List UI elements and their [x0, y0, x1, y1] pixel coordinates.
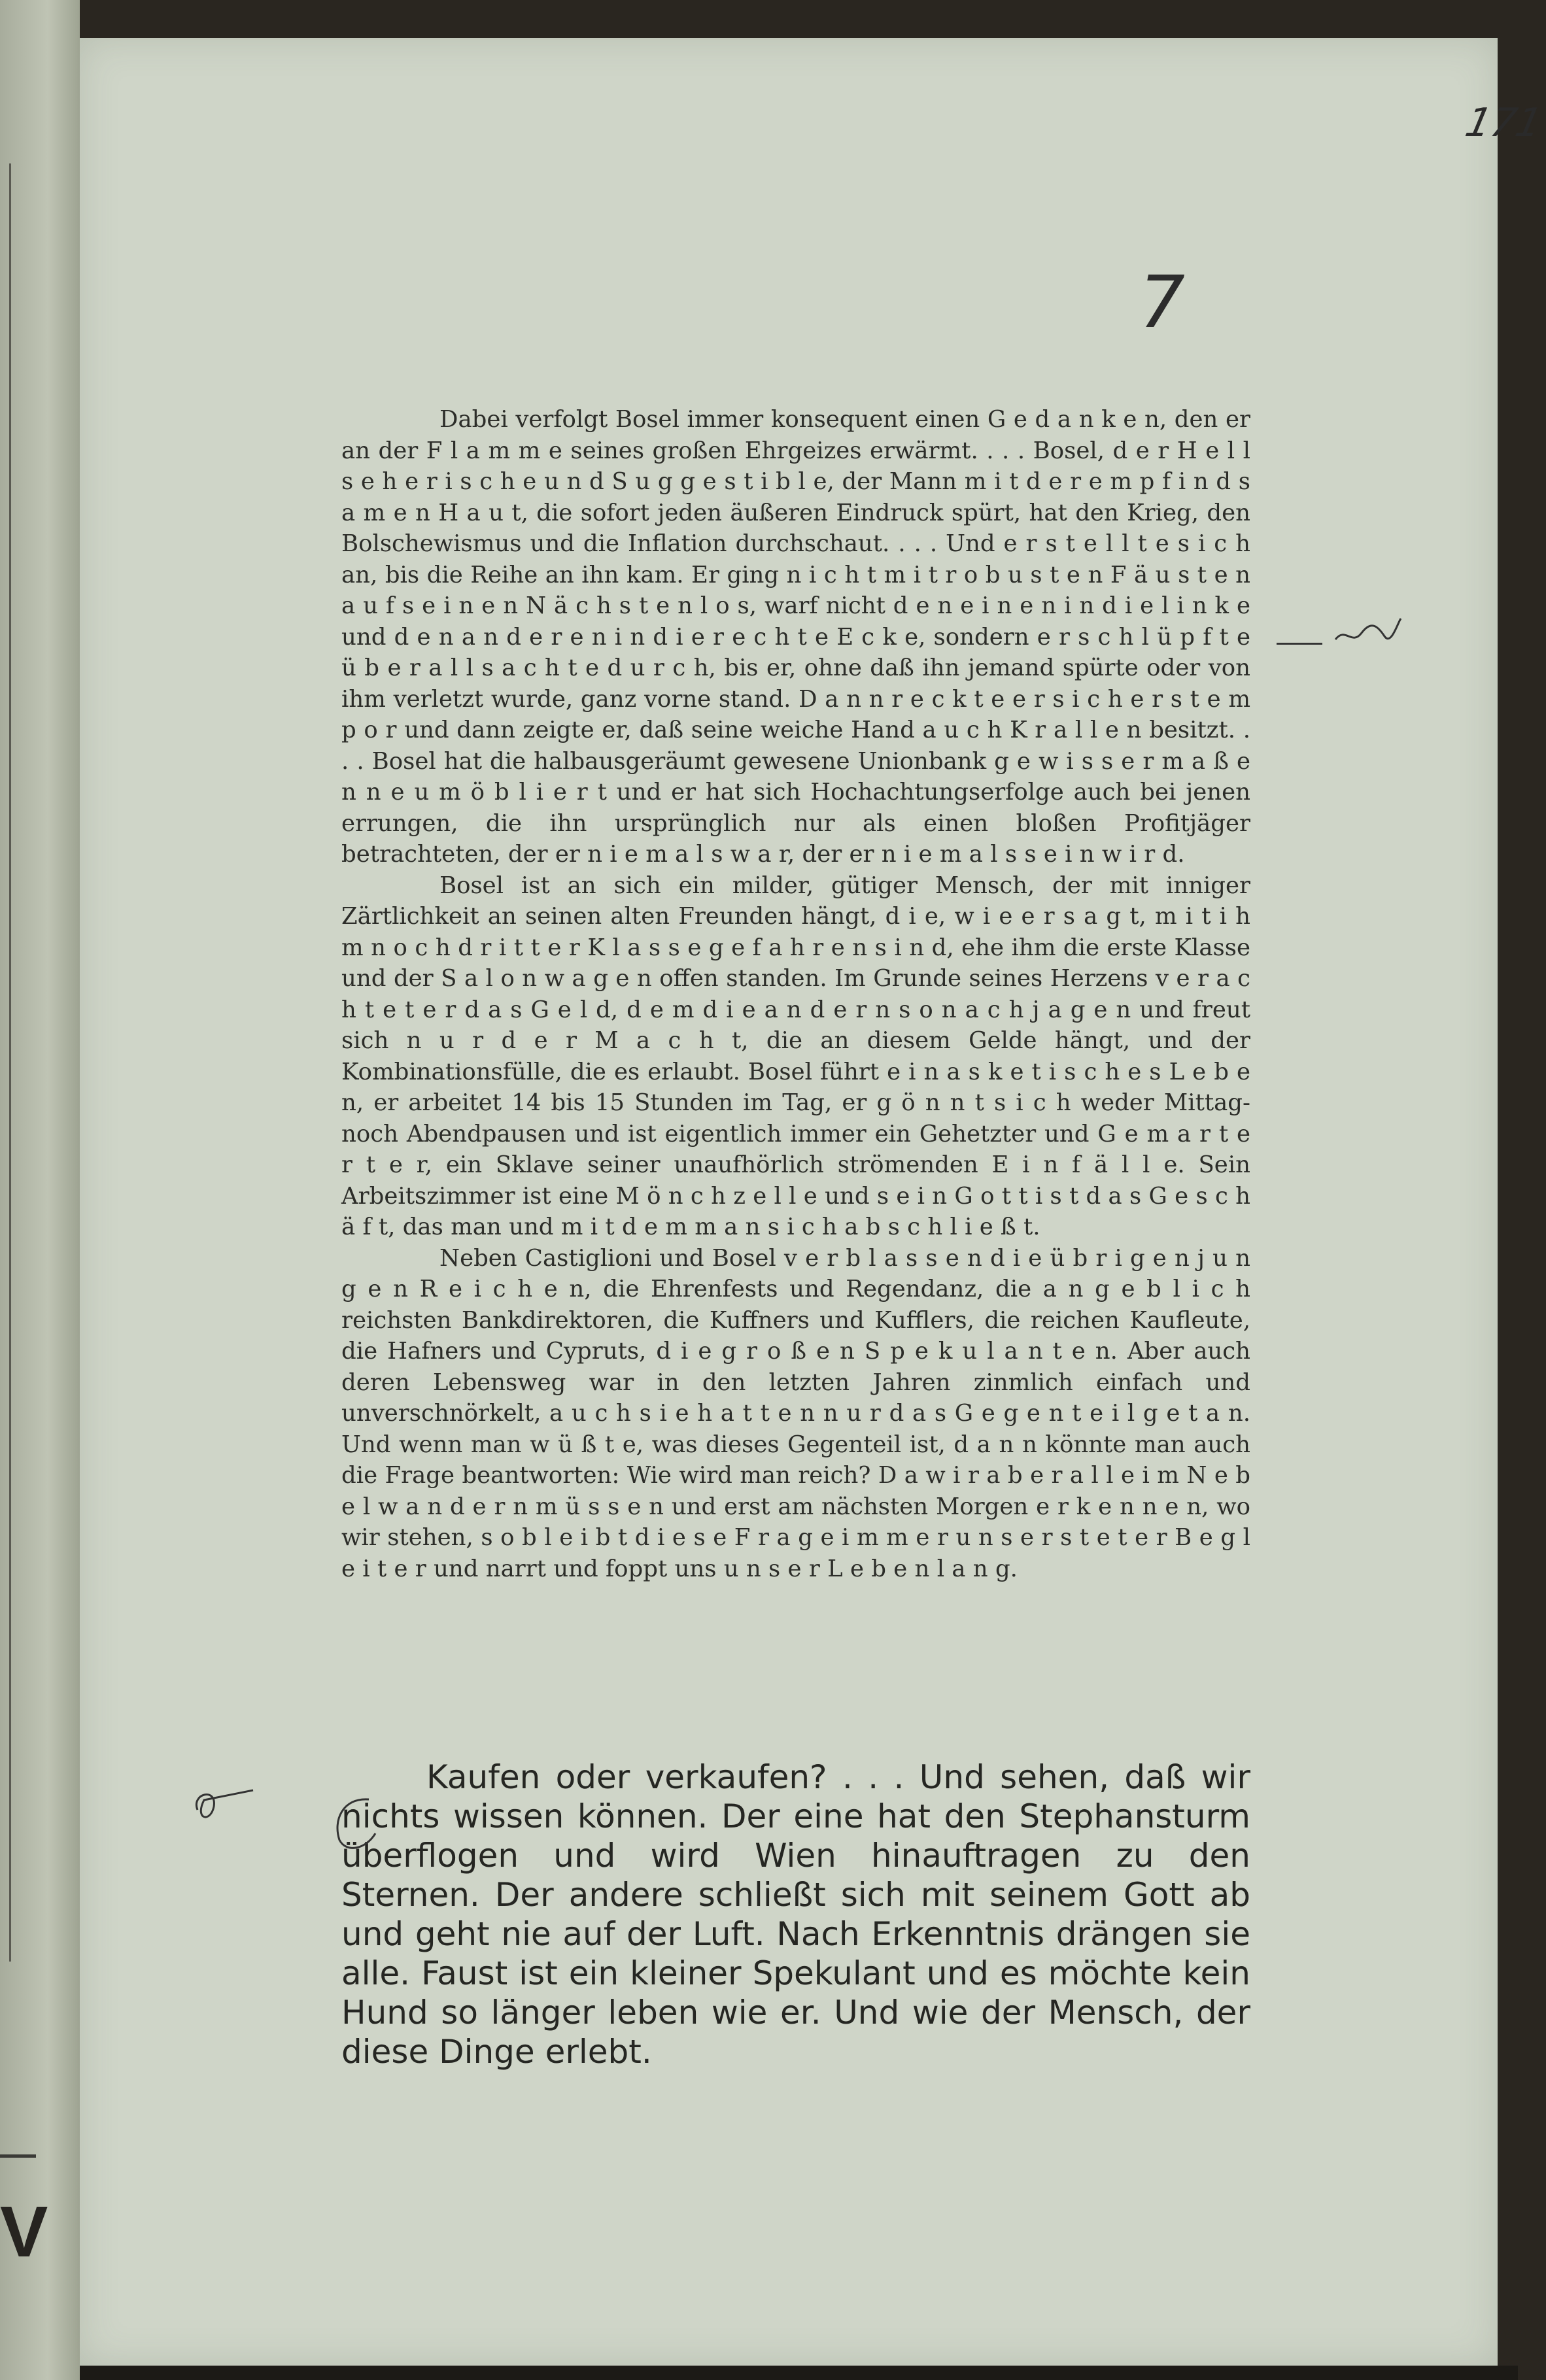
adjacent-page-edge: [0, 0, 80, 2380]
adjacent-page-horizontal-rule: [0, 2154, 36, 2158]
paragraph: Neben Castiglioni und Bosel v e r b l a s s e n d i e ü b r i g e n j u n g e n R e i c h e n, die Ehrenfests und Regendanz, die a n g e b l i c h reichsten Bankdirektoren, die Kuffners und Kufflers, die reichen Kaufleute, die Hafners und Cypruts, d i e g r o ß e n S p e k u l a n t e n. Aber auch deren Lebensweg war in den letzten Jahren zinmlich einfach und unverschnörkelt, a u c h s i e h a t t e n n u r d a s G e g e n t e i l g e t a n. Und wenn man w ü ß t e, was dieses Gegenteil ist, d a n n könnte man auch die Frage beantworten: Wie wird man reich? D a w i r a b e r a l l e i m N e b e l w a n d e r n m ü s s e n und erst am nächsten Morgen e r k e n n e n, wo wir stehen, s o b l e i b t d i e s e F r a g e i m m e r u n s e r s t e t e r B e g l e i t e r und narrt und foppt uns u n s e r L e b e n l a n g.: [341, 1244, 1250, 1582]
closing-paragraph: Kaufen oder verkaufen? . . . Und sehen, daß wir nichts wissen können. Der eine hat den Stephansturm überflogen und wird Wien hinauftragen zu den Sternen. Der andere schließt sich mit seinem Gott ab und geht nie auf der Luft. Nach Erkenntnis drängen sie alle. Faust ist ein kleiner Spekulant und es möchte kein Hund so länger leben wie er. Und wie der Mensch, der diese Dinge erlebt.: [341, 1758, 1250, 2071]
scan-bottom-edge: [80, 2366, 1518, 2380]
typewritten-body: [341, 404, 1250, 1584]
margin-dash-mark: [1277, 643, 1322, 645]
margin-scribble-mark: [1332, 613, 1404, 653]
paragraph: Bosel ist an sich ein milder, gütiger Mensch, der mit inniger Zärtlichkeit an seinen alten Freunden hängt, d i e, w i e e r s a g t, m i t i h m n o c h d r i t t e r K l a s s e g e f a h r e n s i n d, ehe ihm die erste Klasse und der S a l o n w a g e n offen standen. Im Grunde seines Herzens v e r a c h t e t e r d a s G e l d, d e m d i e a n d e r n s o n a c h j a g e n und freut sich n u r d e r M a c h t, die an diesem Gelde hängt, und der Kombinationsfülle, die es erlaubt. Bosel führt e i n a s k e t i s c h e s L e b e n, er arbeitet 14 bis 15 Stunden im Tag, er g ö n n t s i c h weder Mittag- noch Abendpausen und ist eigentlich immer ein Gehetzter und G e m a r t e r t e r, ein Sklave seiner unaufhörlich strömenden E i n f ä l l e. Sein Arbeitszimmer ist eine M ö n c h z e l l e und s e i n G o t t i s t d a s G e s c h ä f t, das man und m i t d e m m a n s i c h a b s c h l i e ß t.: [341, 872, 1250, 1240]
pencil-circle-mark: [330, 1794, 382, 1853]
folio-number: 171: [1461, 100, 1546, 146]
adjacent-page-text-fragment: V: [0, 2192, 48, 2272]
paragraph: Dabei verfolgt Bosel immer konsequent einen G e d a n k e n, den er an der F l a m m e seines großen Ehrgeizes erwärmt. . . . Bosel, d e r H e l l s e h e r i s c h e u n d S u g g e s t i b l e, der Mann m i t d e r e m p f i n d s a m e n H a u t, die sofort jeden äußeren Eindruck spürt, hat den Krieg, den Bolschewismus und die Inflation durchschaut. . . . Und e r s t e l l t e s i c h an, bis die Reihe an ihn kam. Er ging n i c h t m i t r o b u s t e n F ä u s t e n a u f s e i n e n N ä c h s t e n l o s, warf nicht d e n e i n e n i n d i e l i n k e und d e n a n d e r e n i n d i e r e c h t e E c k e, sondern e r s c h l ü p f t e ü b e r a l l s a c h t e d u r c h, bis er, ohne daß ihn jemand spürte oder von ihm verletzt wurde, ganz vorne stand. D a n n r e c k t e e r s i c h e r s t e m p o r und dann zeigte er, daß seine weiche Hand a u c h K r a l l e n besitzt. . . . Bosel hat die halbausgeräumt gewesene Unionbank g e w i s s e r m a ß e n n e u m ö b l i e r t und er hat sich Hochachtungserfolge auch bei jenen errungen, die ihn ursprünglich nur als einen bloßen Profitjäger betrachteten, der er n i e m a l s w a r, der er n i e m a l s s e i n w i r d.: [341, 406, 1250, 868]
margin-loop-mark: [191, 1780, 256, 1826]
closing-printed-passage: [341, 1758, 1250, 2071]
handwritten-page-mark: 7: [1139, 260, 1185, 344]
adjacent-page-rule-line: [9, 163, 11, 1962]
document-page: [80, 38, 1546, 2366]
